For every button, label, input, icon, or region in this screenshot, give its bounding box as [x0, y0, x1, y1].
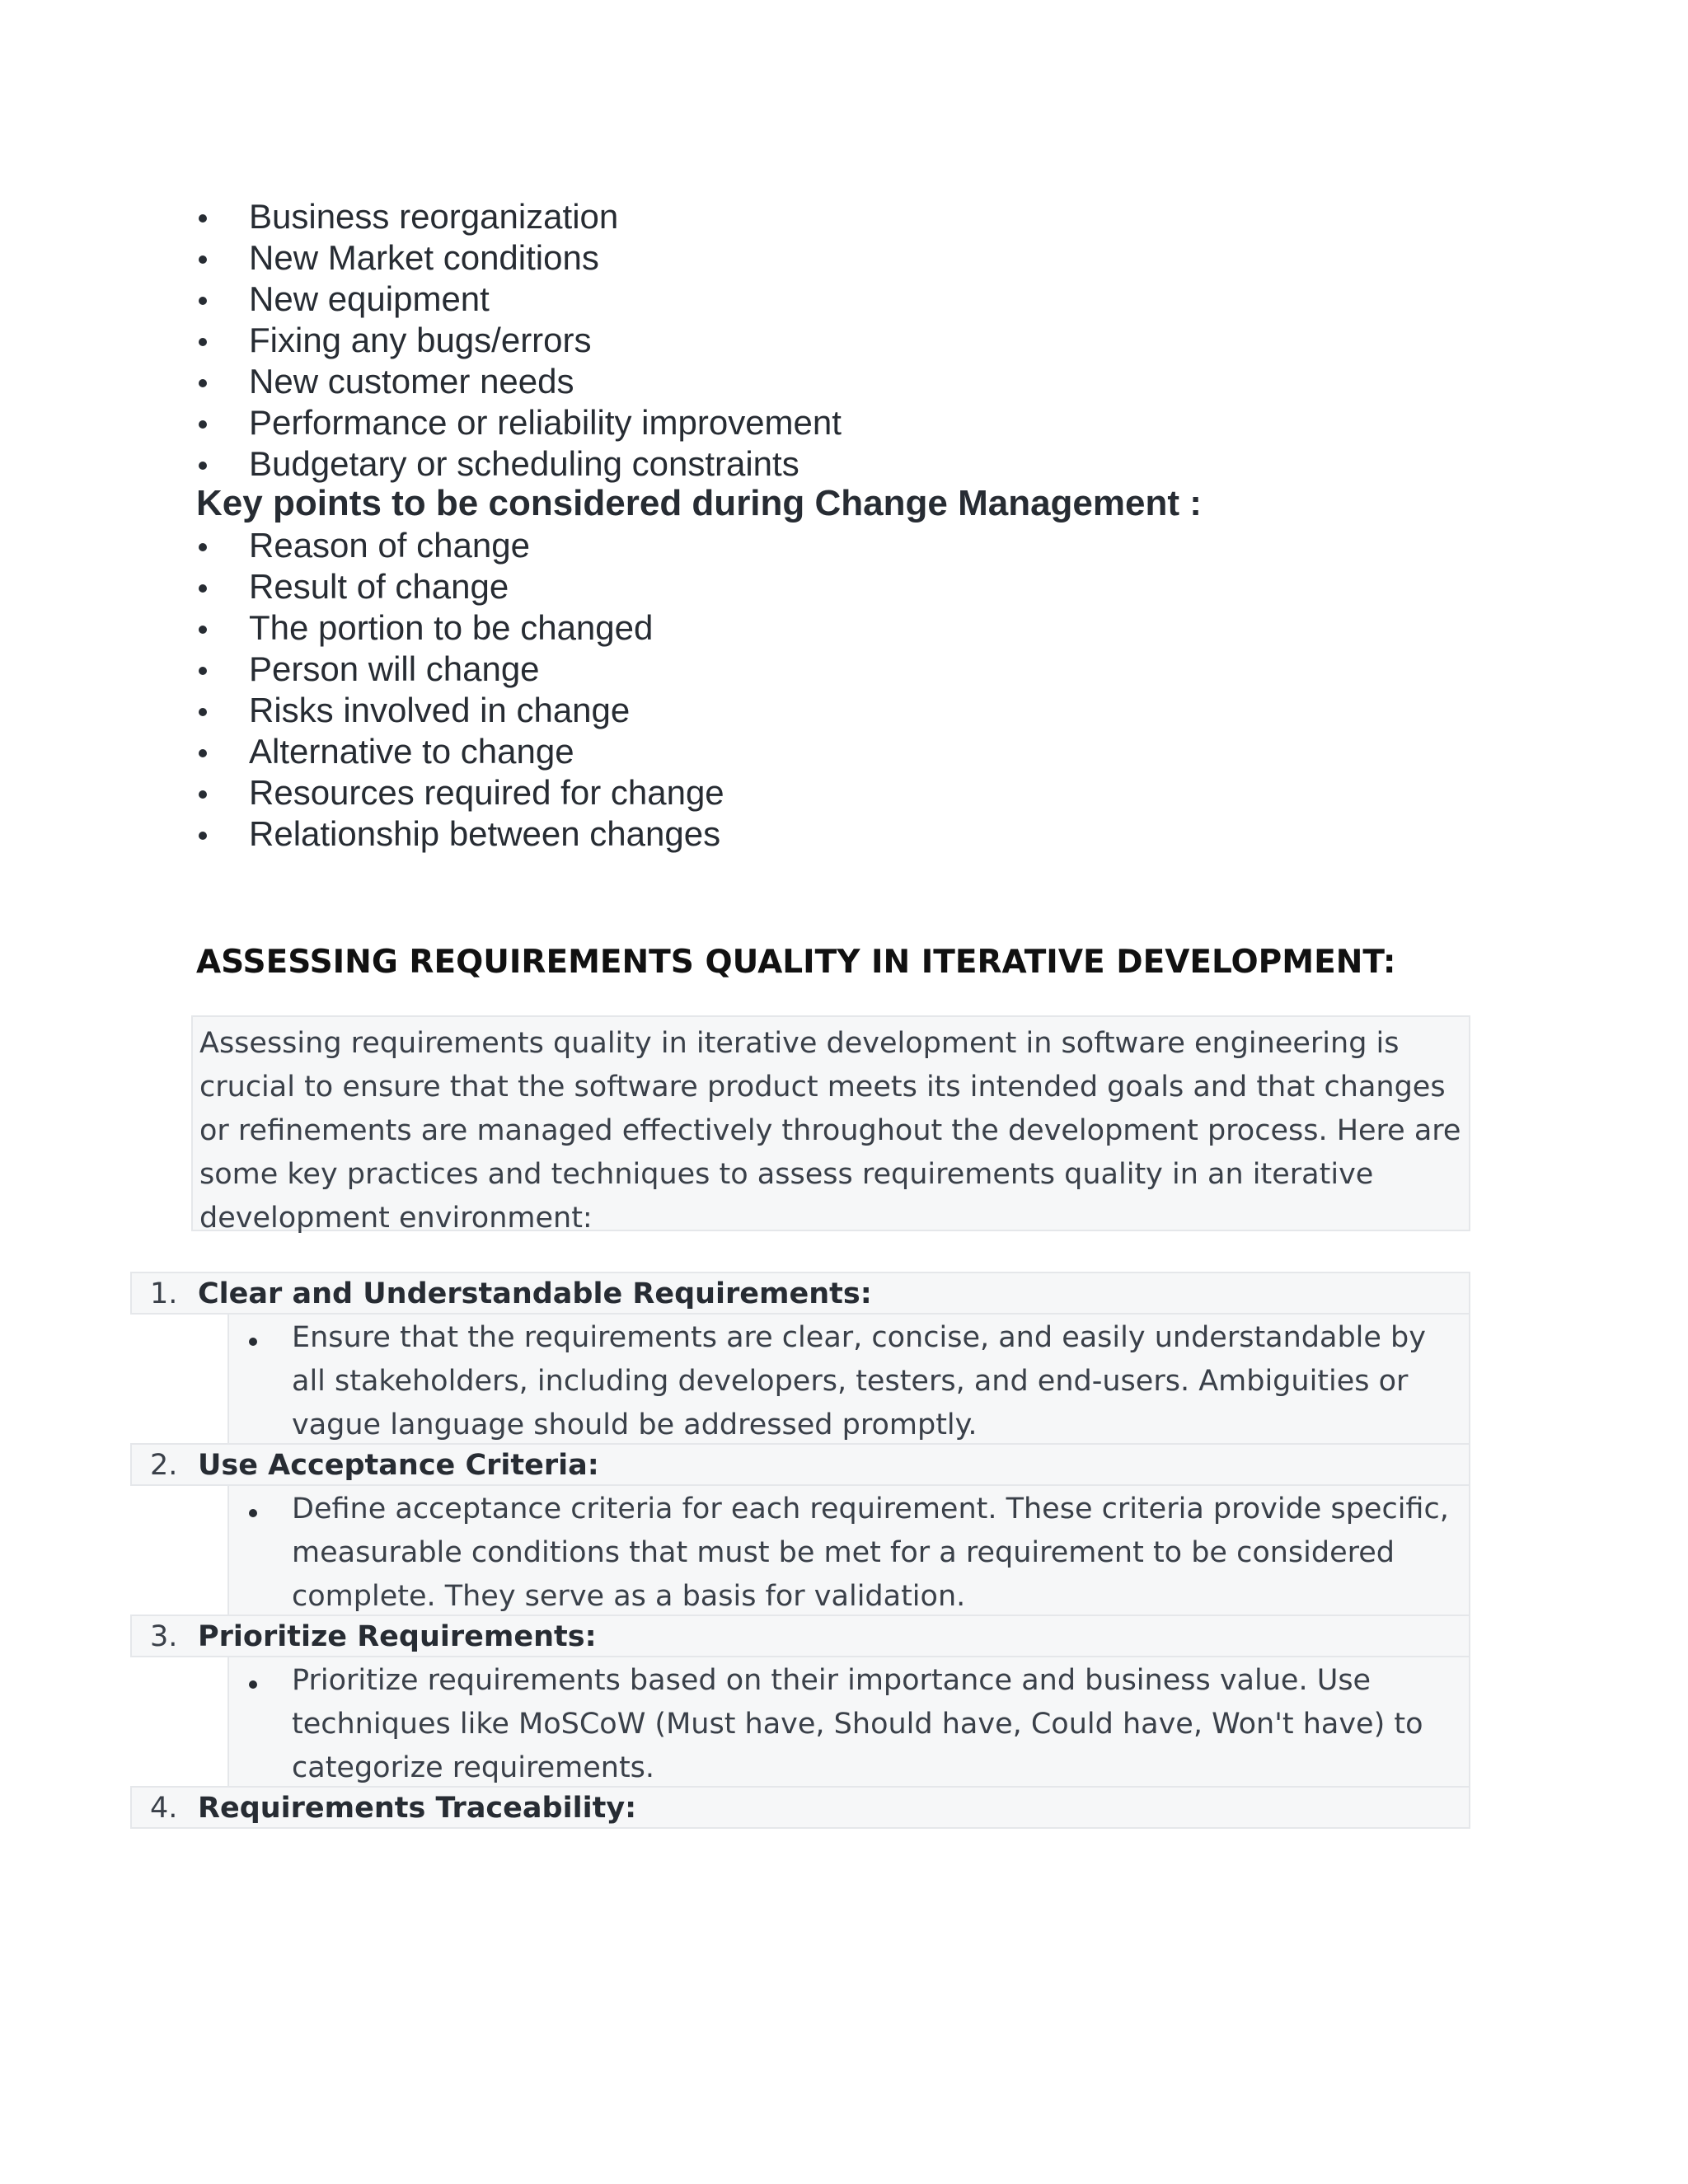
list-item: Person will change — [196, 649, 1432, 690]
list-item: New customer needs — [196, 361, 1432, 402]
list-item: Business reorganization — [196, 196, 1432, 237]
list-item: The portion to be changed — [196, 607, 1432, 649]
bullet-icon — [249, 1680, 257, 1689]
list-item: Reason of change — [196, 525, 1432, 566]
list-item: Resources required for change — [196, 772, 1432, 813]
list-item: Result of change — [196, 566, 1432, 607]
practice-heading — [130, 1615, 1470, 1657]
practice-heading — [130, 1443, 1470, 1486]
list-item: Risks involved in change — [196, 690, 1432, 731]
list-item: Alternative to change — [196, 731, 1432, 772]
list-item: Fixing any bugs/errors — [196, 320, 1432, 361]
list-item: Budgetary or scheduling constraints — [196, 443, 1432, 485]
practice-detail-text: Prioritize requirements based on their importance and business value. Use techniques like MoSCoW (Must have, Should have, Could have, Won't have) to categorize requirements. — [292, 1664, 1423, 1784]
practice-number: 4. — [150, 1792, 178, 1825]
list-item: New equipment — [196, 279, 1432, 320]
practice-title: Use Acceptance Criteria: — [198, 1449, 599, 1482]
practice-detail — [227, 1656, 1470, 1788]
practice-heading — [130, 1272, 1470, 1315]
practice-title: Clear and Understandable Requirements: — [198, 1277, 872, 1310]
keypoints-list — [196, 525, 1432, 855]
practice-number: 1. — [150, 1277, 178, 1310]
practice-title: Prioritize Requirements: — [198, 1620, 597, 1653]
practice-title: Requirements Traceability: — [198, 1792, 637, 1825]
practice-number: 2. — [150, 1449, 178, 1482]
list-item: Performance or reliability improvement — [196, 402, 1432, 443]
practice-detail-text: Ensure that the requirements are clear, concise, and easily understandable by all stakeholders, including developers, testers, and end-users. Ambiguities or vague language should be addressed promptly. — [292, 1321, 1426, 1441]
practices-list — [130, 1273, 1470, 1829]
practice-detail — [227, 1313, 1470, 1445]
practice-heading — [130, 1786, 1470, 1829]
keypoints-heading: Key points to be considered during Change Management : — [196, 483, 1202, 523]
intro-paragraph: Assessing requirements quality in iterative development in software engineering is crucial to ensure that the software product meets its intended goals and that changes or refinements are managed effectively throughout the development process. Here are some key practices and techniques to assess requirements quality in an iterative development environment: — [191, 1015, 1470, 1231]
list-item: New Market conditions — [196, 237, 1432, 279]
practice-detail — [227, 1484, 1470, 1616]
list-item: Relationship between changes — [196, 813, 1432, 855]
change-reasons-list — [196, 196, 1432, 485]
practice-detail-text: Define acceptance criteria for each requirement. These criteria provide specific, measurable conditions that must be met for a requirement to be considered complete. They serve as a basis for validation. — [292, 1493, 1449, 1613]
practice-number: 3. — [150, 1620, 178, 1653]
section-heading: ASSESSING REQUIREMENTS QUALITY IN ITERATIVE DEVELOPMENT: — [196, 944, 1396, 981]
bullet-icon — [249, 1338, 257, 1346]
bullet-icon — [249, 1509, 257, 1517]
